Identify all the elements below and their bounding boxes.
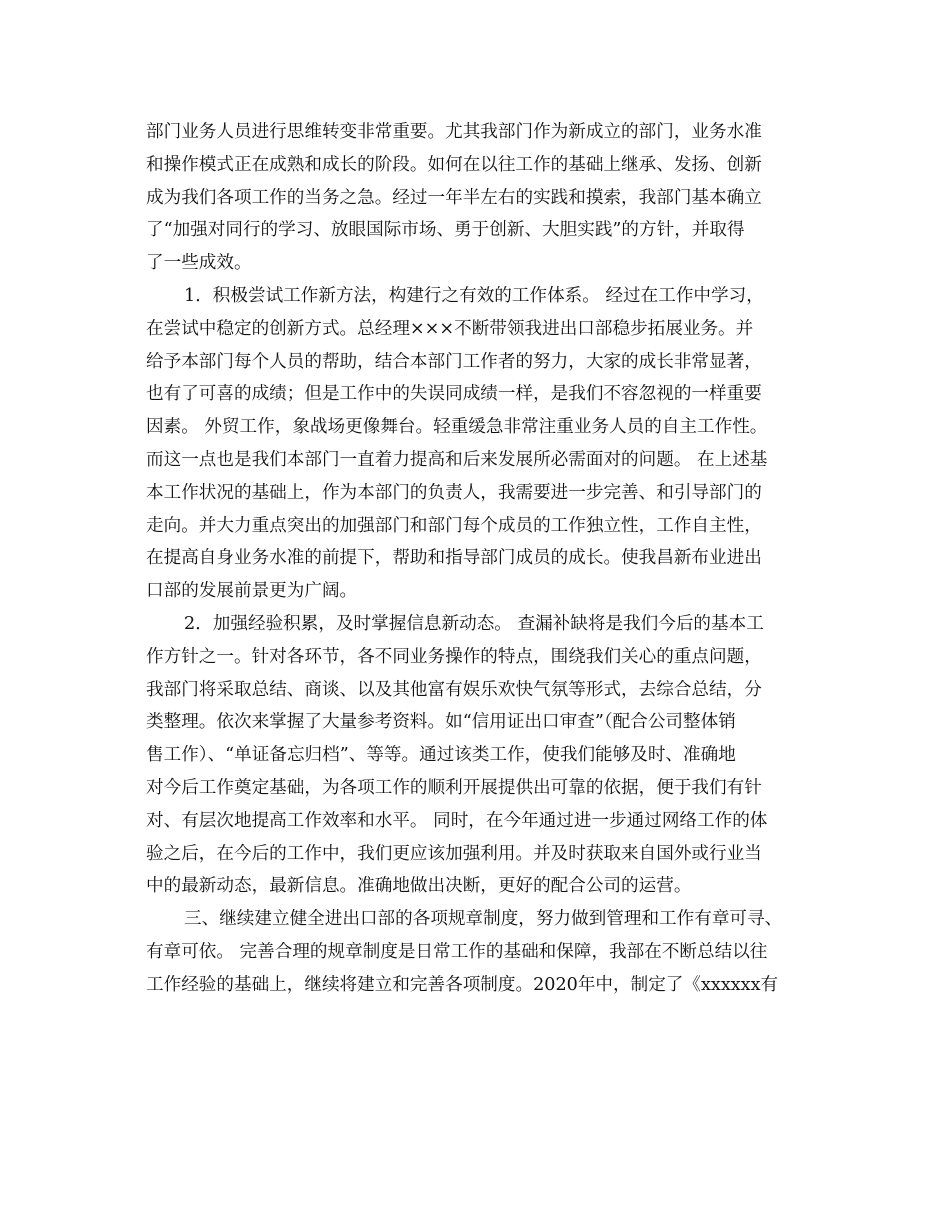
text-line: 类整理。依次来掌握了大量参考资料。如“信用证出口审查”（配合公司整体销	[146, 712, 736, 733]
text-line: 有章可依。 完善合理的规章制度是日常工作的基础和保障，我部在不断总结以往	[146, 941, 768, 962]
text-line: 对、有层次地提高工作效率和水平。 同时，在今年通过进一步通过网络工作的体	[146, 810, 768, 831]
text-line: 中的最新动态，最新信息。准确地做出决断，更好的配合公司的运营。	[146, 876, 692, 897]
text-line: 和操作模式正在成熟和成长的阶段。如何在以往工作的基础上继承、发扬、创新	[146, 154, 762, 175]
paragraph-intro	[146, 116, 806, 280]
text-line: 作方针之一。针对各环节，各不同业务操作的特点，围绕我们关心的重点问题，	[146, 646, 762, 667]
text-line: 在尝试中稳定的创新方式。总经理×××不断带领我进出口部稳步拓展业务。并	[146, 318, 754, 339]
text-line: 了一些成效。	[146, 253, 252, 274]
text-line: 走向。并大力重点突出的加强部门和部门每个成员的工作独立性，工作自主性，	[146, 515, 762, 536]
text-line: 成为我们各项工作的当务之急。经过一年半左右的实践和摸索，我部门基本确立	[146, 187, 762, 208]
text-line: 给予本部门每个人员的帮助，结合本部门工作者的努力，大家的成长非常显著，	[146, 351, 762, 372]
paragraph-point-1	[146, 280, 806, 608]
text-line: 我部门将采取总结、商谈、以及其他富有娱乐欢快气氛等形式，去综合总结，分	[146, 679, 762, 700]
text-line: 1．积极尝试工作新方法，构建行之有效的工作体系。 经过在工作中学习，	[184, 285, 764, 306]
text-line: 而这一点也是我们本部门一直着力提高和后来发展所必需面对的问题。 在上述基	[146, 449, 768, 470]
text-line: 在提高自身业务水准的前提下，帮助和指导部门成员的成长。使我昌新布业进出	[146, 548, 762, 569]
text-line: 部门业务人员进行思维转变非常重要。尤其我部门作为新成立的部门，业务水准	[146, 122, 762, 142]
text-line: 了“加强对同行的学习、放眼国际市场、勇于创新、大胆实践”的方针，并取得	[146, 220, 745, 241]
text-line: 工作经验的基础上，继续将建立和完善各项制度。2020年中，制定了《xxxxxx有	[146, 974, 779, 995]
paragraph-section-3	[146, 903, 806, 1001]
document-body	[146, 116, 806, 1002]
text-line: 三、继续建立健全进出口部的各项规章制度，努力做到管理和工作有章可寻、	[184, 909, 783, 930]
paragraph-point-2	[146, 608, 806, 903]
text-line: 本工作状况的基础上，作为本部门的负责人，我需要进一步完善、和引导部门的	[146, 482, 762, 503]
text-line: 口部的发展前景更为广阔。	[146, 581, 358, 602]
text-line: 2．加强经验积累，及时掌握信息新动态。 查漏补缺将是我们今后的基本工	[184, 613, 764, 634]
text-line: 因素。 外贸工作，象战场更像舞台。轻重缓急非常注重业务人员的自主工作性。	[146, 417, 768, 438]
text-line: 也有了可喜的成绩；但是工作中的失误同成绩一样，是我们不容忽视的一样重要	[146, 384, 762, 405]
text-line: 验之后，在今后的工作中，我们更应该加强利用。并及时获取来自国外或行业当	[146, 843, 762, 864]
text-line: 对今后工作奠定基础，为各项工作的顺利开展提供出可靠的依据，便于我们有针	[146, 777, 762, 798]
text-line: 售工作）、“单证备忘归档”、等等。通过该类工作，使我们能够及时、准确地	[146, 745, 736, 766]
